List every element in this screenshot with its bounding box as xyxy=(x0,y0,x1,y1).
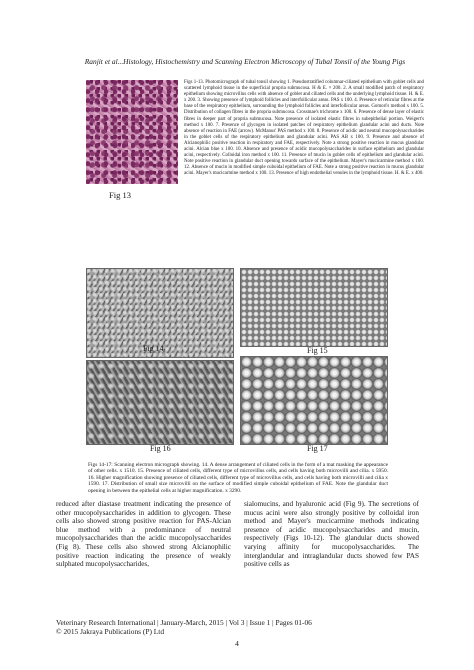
footer-copyright: © 2015 Jakraya Publications (P) Ltd xyxy=(56,627,165,636)
body-text-left-column: reduced after diastase treatment indicating the presence of other mucopolysaccharides in addition to glycogen. These cells also showed strong positive reaction for PAS-Alcian blue method with a predominance of neutral mucopolysaccharides than the acidic mucopolysaccharides (Fig 8). These cells also showed strong Alcianophilic positive reaction indicating the presence of weakly sulphated mucopolysaccharides, xyxy=(56,500,231,569)
figures-14-17-caption: Figs 14-17: Scanning electron micrograph showing. 14. A dense arrangement of ciliated cells in the form of a mat masking the appearance of other cells. x 1510. 15. Presence of ciliated cells, different type of microvillus cells, and cells having both microvilli and cilia. x 5950. 16. Higher magnification showing presence of ciliated cells, different type of microvillus cells, and cells having both microvilli and cilia x 1590. 17. Distribution of small size microvilli on the surface of modified simple cuboidal epithelium of FAE. Note the glandular duct opening in between the epithelial cells at higher magnification. x 3290. xyxy=(88,462,388,494)
figure-13-label: Fig 13 xyxy=(109,190,131,200)
body-text-right-column: sialomucins, and hyaluronic acid (Fig 9). The secretions of mucus acini were also strongly positive by colloidal iron method and Mayer's mucicarmine methods indicating presence of acidic mucopolysaccharides and mucin, respectively (Figs 10-12). The glandular ducts showed varying affinity for mucopolysaccharides. The interglandular and intraglandular ducts showed few PAS positive cells as xyxy=(244,500,419,569)
figure-15-sem-image xyxy=(240,268,388,347)
figure-14-label: Fig 14 xyxy=(143,344,164,353)
figure-15-label: Fig 15 xyxy=(307,346,328,355)
journal-footer xyxy=(56,618,312,636)
figure-16-label: Fig 16 xyxy=(150,444,171,453)
figures-1-13-caption: Figs 1-13. Photomicrograph of tubal tonsil showing 1. Pseudostratified columnar-ciliated epithelium with goblet cells and scattered lymphoid tissue in the superficial propria submucosa. H & E. × 200. 2. A small modified patch of respiratory epithelium showing microvillus cells with absence of goblet and ciliated cells and the underlying lymphoid tissue. H. & E. x 200. 3. Showing presence of lymphoid follicles and interfollicular areas. PAS x 100. 4. Presence of reticular fibres at the base of the respiratory epithelium, surrounding the lymphoid follicles and interfollicular areas. Gomori's method x 100. 5. Distribution of collagen fibres in the propria submucosa. Crossmae's trichrome x 100. 6. Presence of dense layer of elastic fibres in deeper part of propria submucosa. Note presence of isolated elastic fibres in subepithelial portion. Weigert's method x 100. 7. Presence of glycogen in isolated patches of respiratory epithelium glandular acini and ducts. Note absence of reaction in FAE (arrow). McManus' PAS method x 100. 8. Presence of acidic and neutral mucopolysaccharides in the goblet cells of the respiratory epithelium and glandular acini. PAS AB x 100. 9. Presence and absence of Alcianophilic positive reaction in respiratory and FAE, respectively. Note a strong positive reaction in mucus glandular acini. Alcian blue x 100. 10. Absence and presence of acidic mucopolysaccharides in surface epithelium and glandular acini, respectively. Colloidal iron method x 100. 11. Presence of mucin in goblet cells of epithelium and glandular acini. Note positive reaction in glandular duct opening towards surface of the epithelium. Mayer's mucicarmine method x 100. 12. Absence of mucin in modified simple cuboidal epithelium of FAE. Note a strong positive reaction in mucus glandular acini. Mayer's mucicarmine method x 100. 13. Presence of high endothelial venules in the lymphoid tissue. H. & E. x 400. xyxy=(184,80,424,177)
figure-17-label: Fig 17 xyxy=(307,444,328,453)
figure-13-micrograph xyxy=(86,80,178,184)
running-header: Ranjit et al...Histology, Histochemistry and Scanning Electron Microscopy of Tubal Tonsil of the Young Pigs xyxy=(84,57,406,66)
page-number: 4 xyxy=(235,639,239,648)
figure-16-sem-image xyxy=(86,360,234,445)
footer-journal-line: Veterinary Research International | January-March, 2015 | Vol 3 | Issue 1 | Pages 01-06 xyxy=(56,618,312,627)
figure-17-sem-image xyxy=(240,356,388,445)
